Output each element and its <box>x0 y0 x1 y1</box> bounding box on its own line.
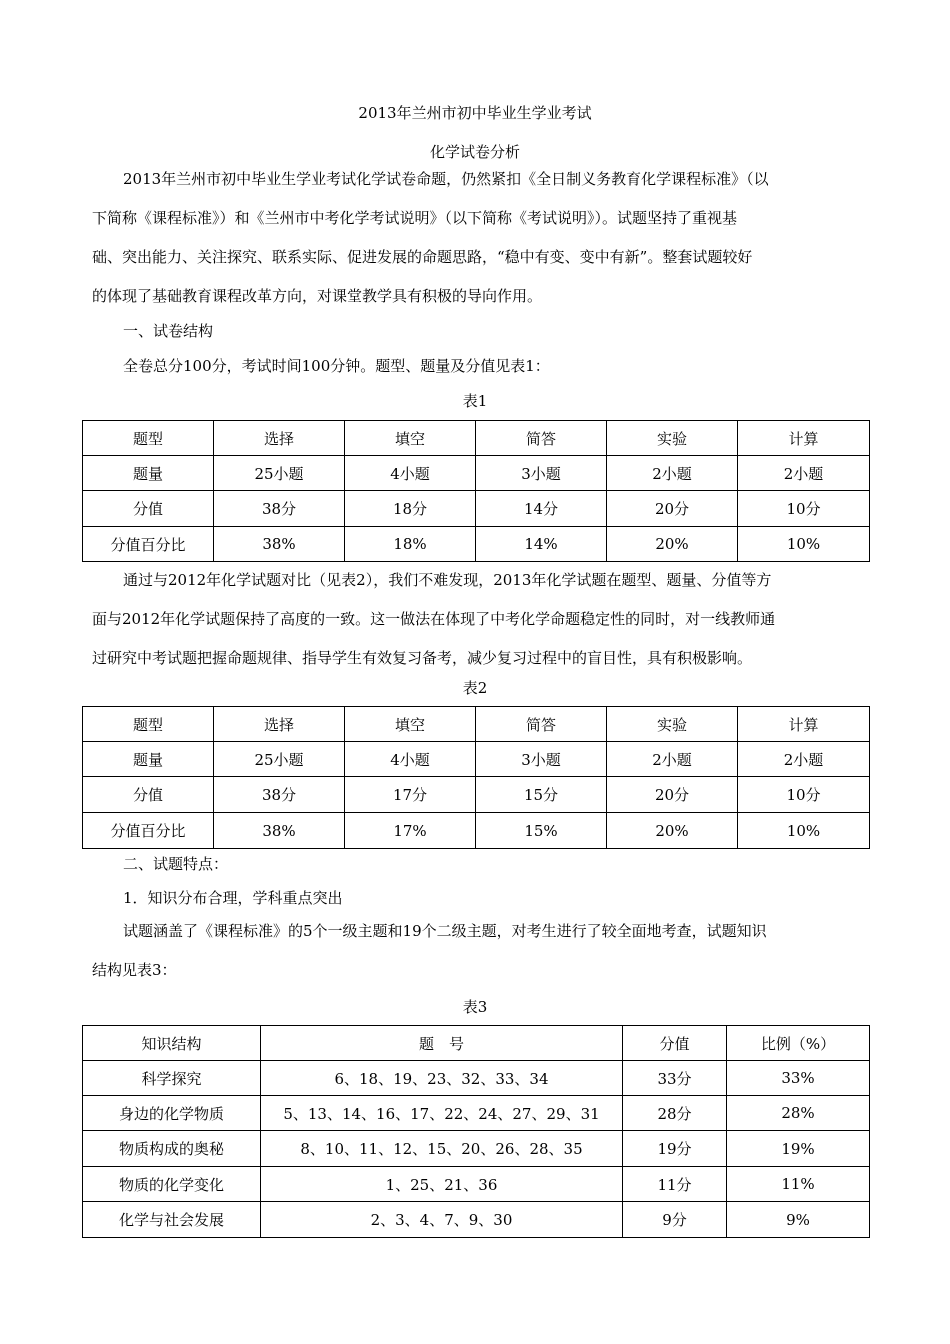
comparison-line: 通过与2012年化学试题对比（见表2），我们不难发现，2013年化学试题在题型、题量、分值等方 <box>123 571 772 589</box>
table2-cell: 分值 <box>83 777 214 813</box>
table2-cell: 2小题 <box>738 742 870 777</box>
section2-heading: 二、试题特点： <box>123 855 229 873</box>
table2-header: 选择 <box>214 707 345 742</box>
table2-cell: 分值百分比 <box>83 813 214 849</box>
intro-paragraph <box>92 160 872 316</box>
comparison-paragraph <box>92 561 872 678</box>
table1-cell: 14分 <box>476 491 607 527</box>
table3-cell: 物质的化学变化 <box>83 1167 261 1202</box>
table3-header: 知识结构 <box>83 1026 261 1061</box>
table3-cell: 5、13、14、16、17、22、24、27、29、31 <box>261 1096 623 1131</box>
table1-cell: 分值百分比 <box>83 527 214 562</box>
table1-cell: 4小题 <box>345 456 476 491</box>
document-subtitle: 化学试卷分析 <box>429 143 520 161</box>
table2-header: 实验 <box>607 707 738 742</box>
table1-header: 实验 <box>607 421 738 456</box>
table1-cell: 分值 <box>83 491 214 527</box>
section1-text: 全卷总分100分，考试时间100分钟。题型、题量及分值见表1： <box>123 357 550 375</box>
table2-cell: 15% <box>476 813 607 849</box>
point1-line: 结构见表3： <box>92 961 177 979</box>
table3-cell: 19% <box>727 1131 870 1167</box>
table3-header: 分值 <box>623 1026 727 1061</box>
table2-header: 填空 <box>345 707 476 742</box>
table3-cell: 33分 <box>623 1061 727 1096</box>
table1-caption: 表1 <box>462 392 488 410</box>
table1-cell: 20% <box>607 527 738 562</box>
table3-cell: 物质构成的奥秘 <box>83 1131 261 1167</box>
table2-cell: 3小题 <box>476 742 607 777</box>
table1-cell: 25小题 <box>214 456 345 491</box>
table2-header: 计算 <box>738 707 870 742</box>
table1-cell: 2小题 <box>607 456 738 491</box>
table2-cell: 20% <box>607 813 738 849</box>
table2 <box>82 706 870 849</box>
table3 <box>82 1025 870 1238</box>
table2-cell: 10分 <box>738 777 870 813</box>
table2-cell: 38分 <box>214 777 345 813</box>
table2-header: 题型 <box>83 707 214 742</box>
table2-cell: 2小题 <box>607 742 738 777</box>
table3-cell: 11分 <box>623 1167 727 1202</box>
table1-cell: 38% <box>214 527 345 562</box>
table3-cell: 28分 <box>623 1096 727 1131</box>
table3-cell: 身边的化学物质 <box>83 1096 261 1131</box>
table1-cell: 10分 <box>738 491 870 527</box>
table3-cell: 2、3、4、7、9、30 <box>261 1202 623 1238</box>
table2-cell: 4小题 <box>345 742 476 777</box>
table1-header: 计算 <box>738 421 870 456</box>
table1-header: 选择 <box>214 421 345 456</box>
table3-cell: 28% <box>727 1096 870 1131</box>
table1-cell: 14% <box>476 527 607 562</box>
table3-cell: 1、25、21、36 <box>261 1167 623 1202</box>
table2-cell: 25小题 <box>214 742 345 777</box>
table3-header: 比例（%） <box>727 1026 870 1061</box>
table3-cell: 化学与社会发展 <box>83 1202 261 1238</box>
document-title: 2013年兰州市初中毕业生学业考试 <box>358 104 592 122</box>
table1-header: 填空 <box>345 421 476 456</box>
table3-cell: 11% <box>727 1167 870 1202</box>
point1-paragraph <box>92 912 872 990</box>
table1-header: 简答 <box>476 421 607 456</box>
table1 <box>82 420 870 562</box>
table2-cell: 17% <box>345 813 476 849</box>
table1-cell: 2小题 <box>738 456 870 491</box>
table2-cell: 20分 <box>607 777 738 813</box>
point1-line: 试题涵盖了《课程标准》的5个一级主题和19个二级主题，对考生进行了较全面地考查，试题知识 <box>123 922 767 940</box>
table3-cell: 33% <box>727 1061 870 1096</box>
intro-line: 的体现了基础教育课程改革方向，对课堂教学具有积极的导向作用。 <box>92 287 543 305</box>
table1-cell: 题量 <box>83 456 214 491</box>
intro-line: 础、突出能力、关注探究、联系实际、促进发展的命题思路，“稳中有变、变中有新”。整套试题较好 <box>92 248 753 266</box>
table1-cell: 18分 <box>345 491 476 527</box>
table3-cell: 9% <box>727 1202 870 1238</box>
table2-caption: 表2 <box>462 679 488 697</box>
comparison-line: 过研究中考试题把握命题规律、指导学生有效复习备考，减少复习过程中的盲目性，具有积极影响。 <box>92 649 753 667</box>
table1-cell: 10% <box>738 527 870 562</box>
table1-cell: 3小题 <box>476 456 607 491</box>
intro-line: 下简称《课程标准》）和《兰州市中考化学考试说明》（以下简称《考试说明》）。试题坚持了重视基 <box>92 209 738 227</box>
table3-header: 题 号 <box>261 1026 623 1061</box>
table2-cell: 题量 <box>83 742 214 777</box>
intro-line: 2013年兰州市初中毕业生学业考试化学试卷命题，仍然紧扣《全日制义务教育化学课程标准》（以 <box>123 170 769 188</box>
table2-cell: 10% <box>738 813 870 849</box>
table2-cell: 38% <box>214 813 345 849</box>
table1-header: 题型 <box>83 421 214 456</box>
section1-heading: 一、试卷结构 <box>123 322 214 340</box>
table3-cell: 19分 <box>623 1131 727 1167</box>
table3-cell: 8、10、11、12、15、20、26、28、35 <box>261 1131 623 1167</box>
table3-cell: 6、18、19、23、32、33、34 <box>261 1061 623 1096</box>
table3-cell: 科学探究 <box>83 1061 261 1096</box>
point1-heading: 1．知识分布合理，学科重点突出 <box>123 889 343 907</box>
table1-cell: 18% <box>345 527 476 562</box>
table3-cell: 9分 <box>623 1202 727 1238</box>
table1-cell: 38分 <box>214 491 345 527</box>
table2-header: 简答 <box>476 707 607 742</box>
table2-cell: 15分 <box>476 777 607 813</box>
table3-caption: 表3 <box>462 998 488 1016</box>
table2-cell: 17分 <box>345 777 476 813</box>
comparison-line: 面与2012年化学试题保持了高度的一致。这一做法在体现了中考化学命题稳定性的同时，对一线教师通 <box>92 610 776 628</box>
table1-cell: 20分 <box>607 491 738 527</box>
